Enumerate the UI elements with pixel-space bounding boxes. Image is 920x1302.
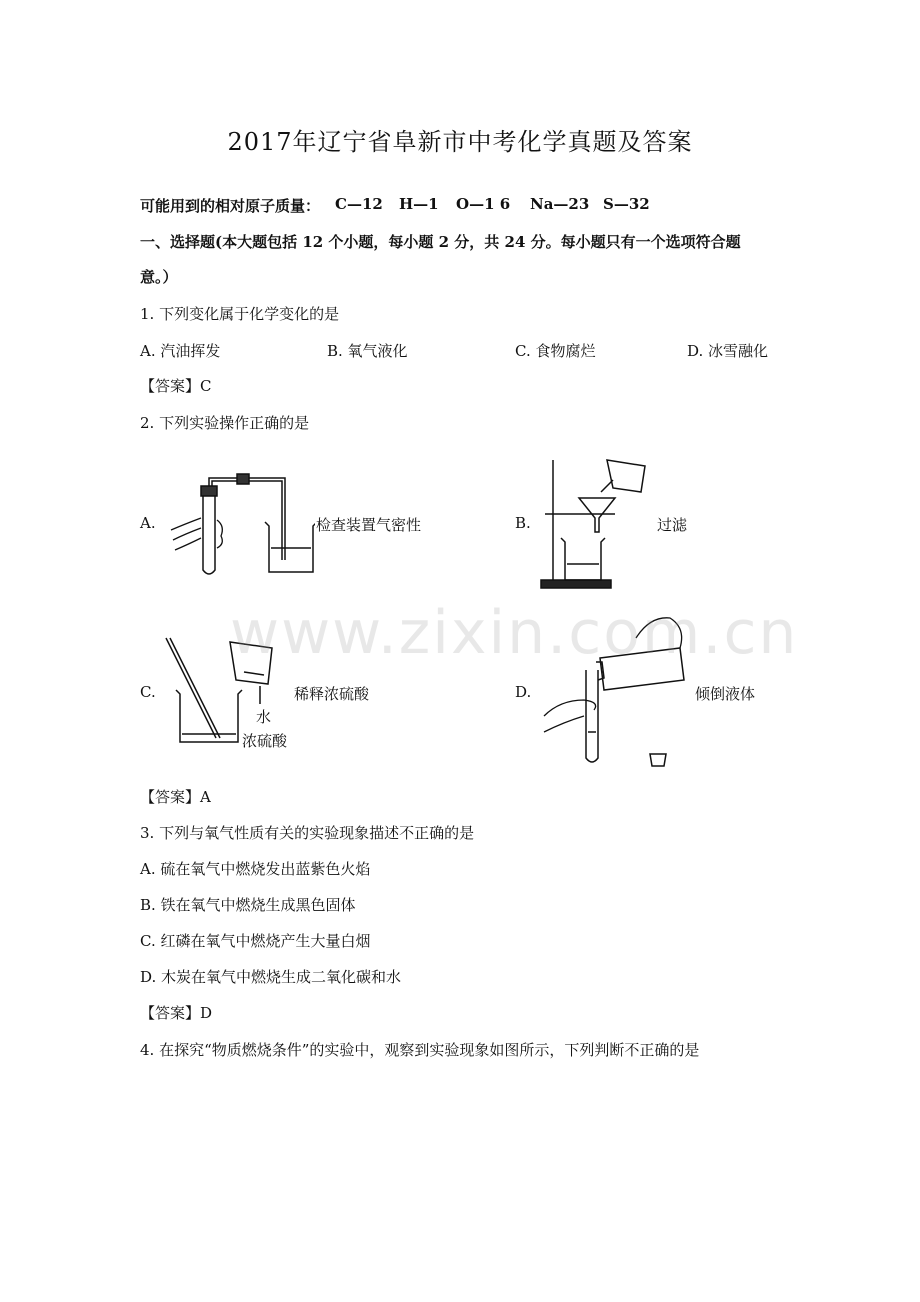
section-heading-line2: 意。）	[140, 268, 178, 286]
q1-stem: 1. 下列变化属于化学变化的是	[140, 305, 340, 323]
q2-option-b-caption: 过滤	[657, 516, 688, 534]
q2-option-a-caption: 检查装置气密性	[316, 516, 422, 534]
atomic-mass-c: C—12	[335, 195, 383, 213]
water-label: 水	[256, 708, 272, 726]
watermark: www.zixin.com.cn	[230, 598, 799, 668]
q2-option-c-caption: 稀释浓硫酸	[294, 685, 370, 703]
q2-option-d-letter: D.	[515, 683, 532, 701]
q1-option-b: B. 氧气液化	[327, 342, 408, 360]
q3-option-b: B. 铁在氧气中燃烧生成黑色固体	[140, 896, 356, 914]
q4-stem: 4. 在探究“物质燃烧条件”的实验中，观察到实验现象如图所示，下列判断不正确的是	[140, 1041, 700, 1059]
atomic-mass-na: Na—23	[530, 195, 590, 213]
q1-option-a: A. 汽油挥发	[140, 342, 221, 360]
q3-stem: 3. 下列与氧气性质有关的实验现象描述不正确的是	[140, 824, 475, 842]
q3-option-d: D. 木炭在氧气中燃烧生成二氧化碳和水	[140, 968, 402, 986]
page-title: 2017年辽宁省阜新市中考化学真题及答案	[227, 128, 693, 156]
q1-option-c: C. 食物腐烂	[515, 342, 596, 360]
q2-answer: 【答案】A	[140, 788, 211, 806]
q2-option-b-letter: B.	[515, 514, 531, 532]
atomic-mass-h: H—1	[399, 195, 439, 213]
atomic-mass-o: O—1 6	[456, 195, 511, 213]
q3-answer: 【答案】D	[140, 1004, 213, 1022]
acid-label: 浓硫酸	[242, 732, 288, 750]
q3-option-c: C. 红磷在氧气中燃烧产生大量白烟	[140, 932, 371, 950]
q2-option-d-caption: 倾倒液体	[695, 685, 756, 703]
q2-stem: 2. 下列实验操作正确的是	[140, 414, 310, 432]
filtration-figure	[535, 452, 655, 594]
q1-answer: 【答案】C	[140, 377, 212, 395]
atomic-mass-label: 可能用到的相对原子质量：	[140, 197, 321, 215]
atomic-mass-s: S—32	[603, 195, 650, 213]
q2-option-c-letter: C.	[140, 683, 156, 701]
airtightness-check-figure	[165, 470, 315, 580]
q3-option-a: A. 硫在氧气中燃烧发出蓝紫色火焰	[140, 860, 371, 878]
section-heading-line1: 一、选择题(本大题包括 12 个小题，每小题 2 分，共 24 分。每小题只有一个选项符合题	[140, 233, 741, 251]
q2-option-a-letter: A.	[140, 514, 156, 532]
q1-option-d: D. 冰雪融化	[687, 342, 769, 360]
